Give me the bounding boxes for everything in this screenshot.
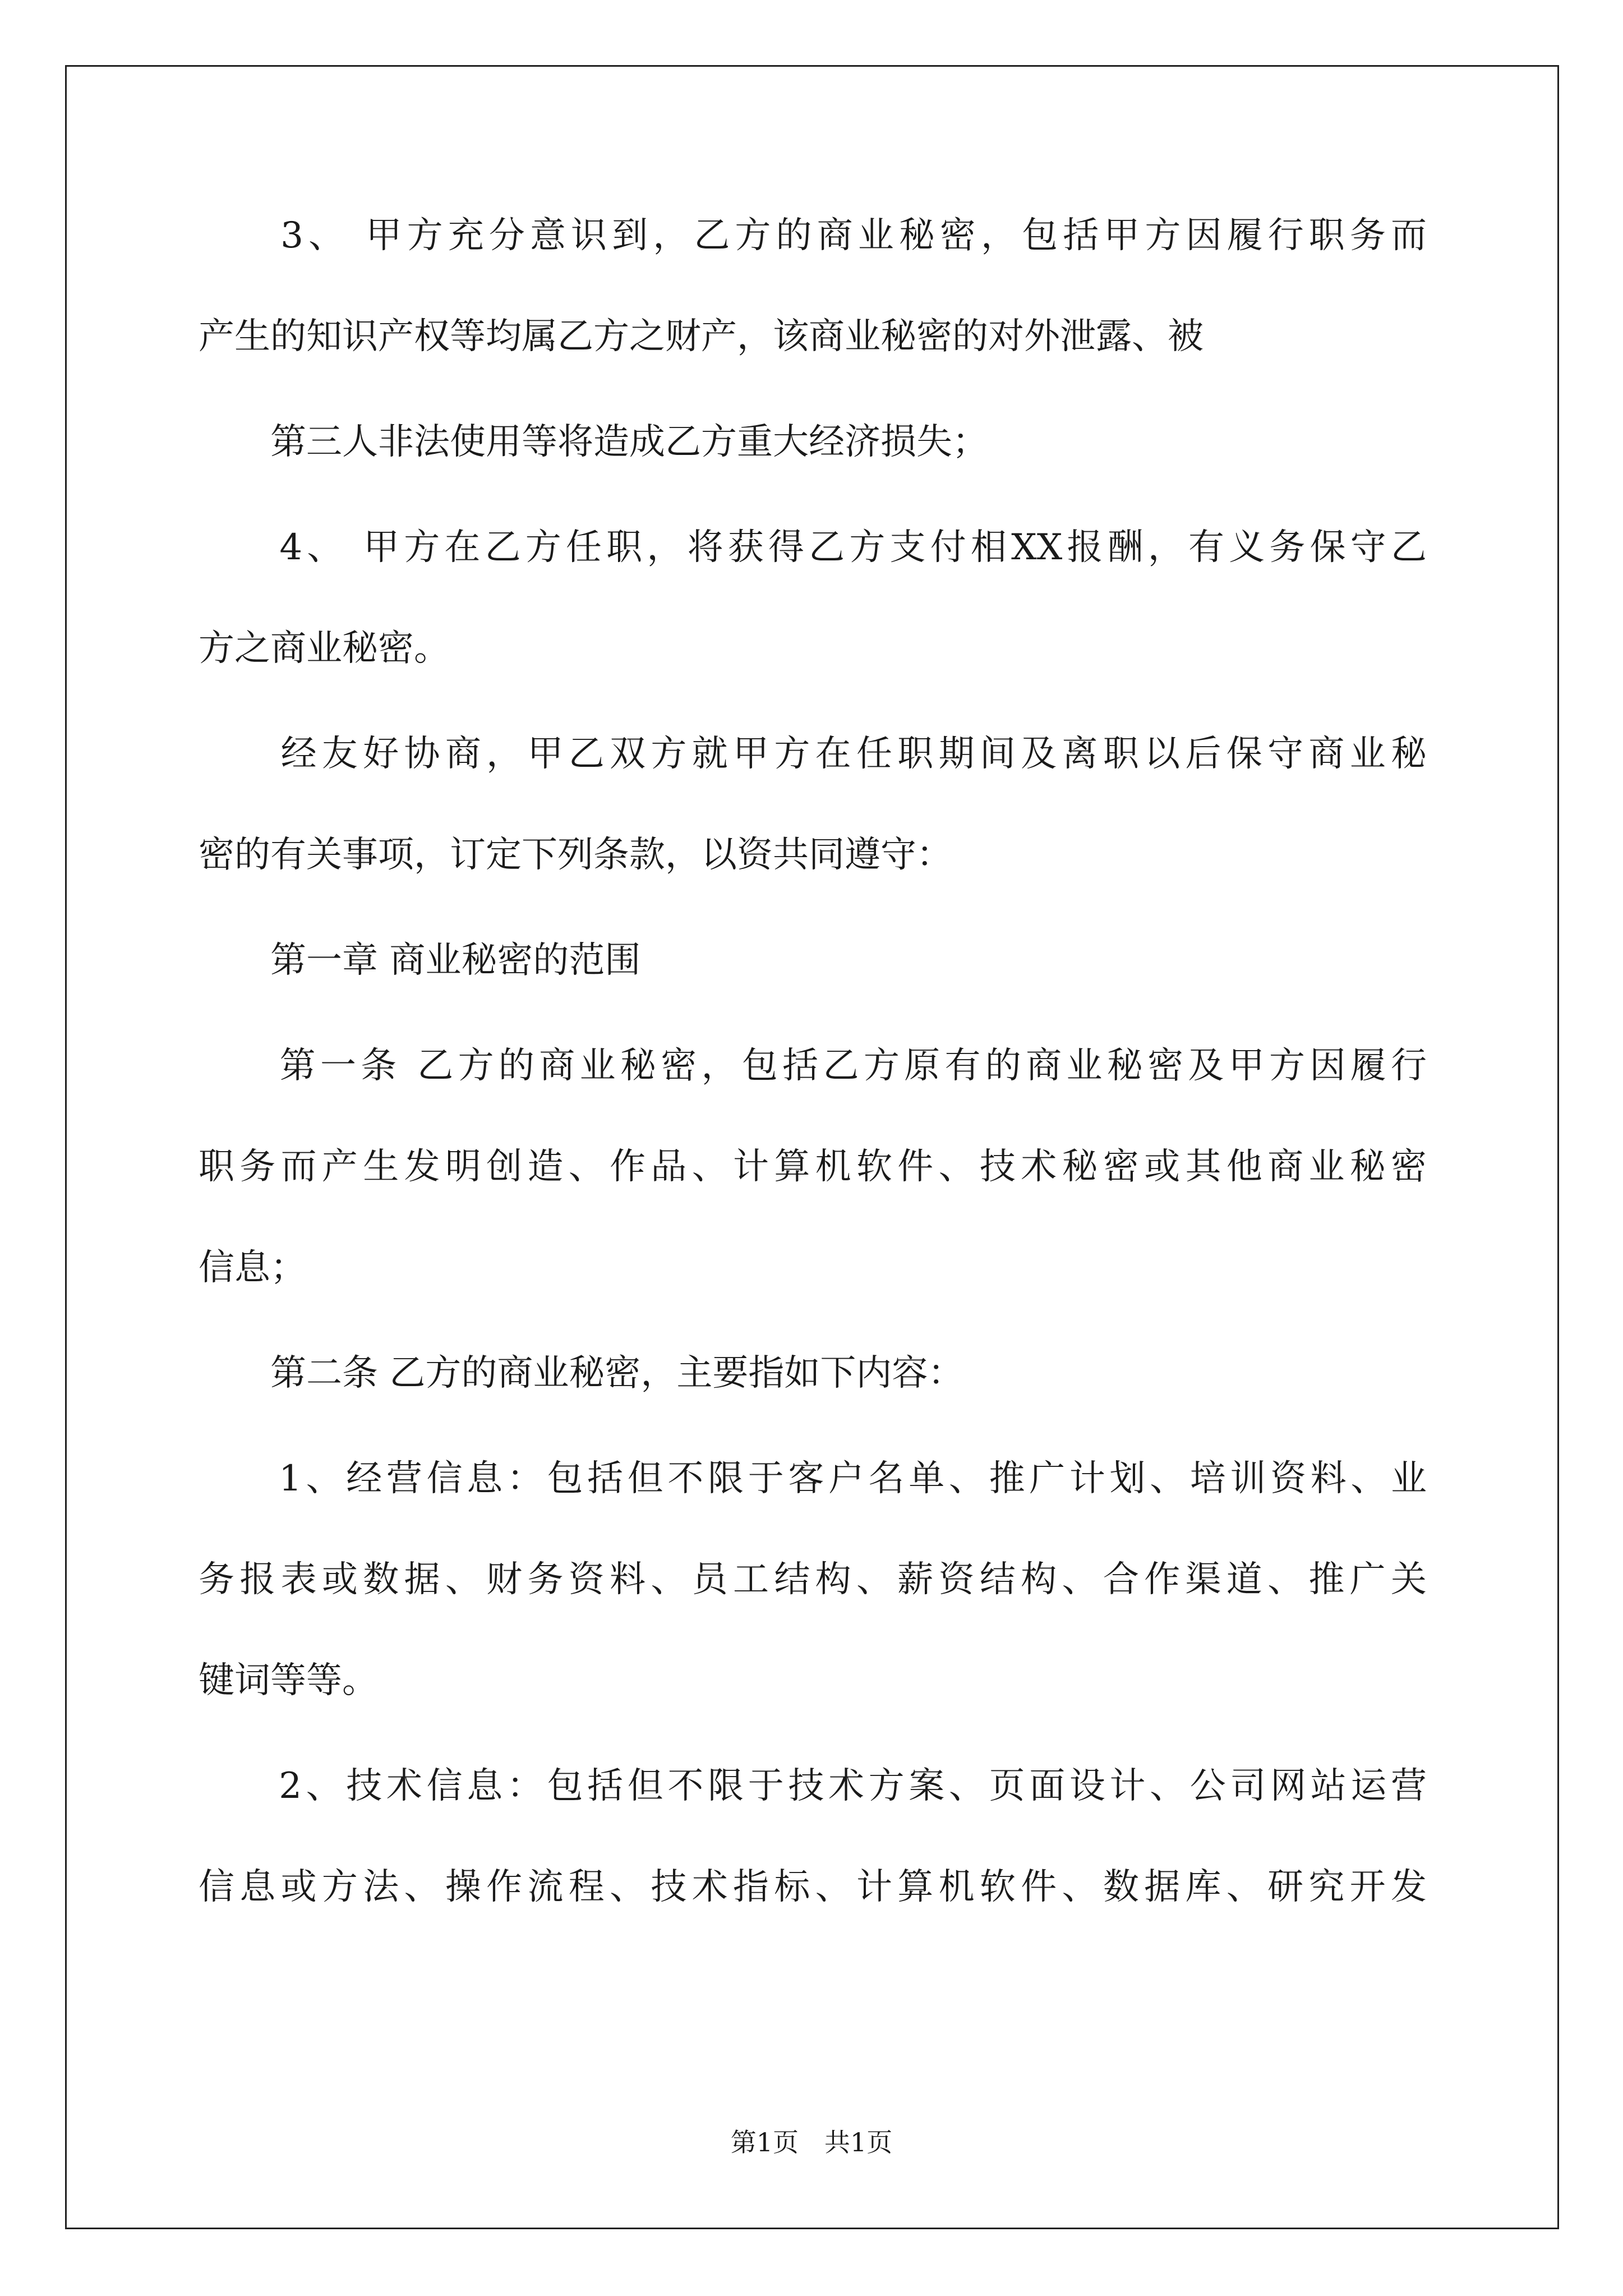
text-line: 2、技术信息：包括但不限于技术方案、页面设计、公司网站运营: [199, 1765, 1427, 1807]
page-total: 共1页: [824, 2127, 893, 2157]
text-line: 信息；: [199, 1247, 306, 1289]
page-footer: [0, 2128, 1623, 2157]
text-line: 务报表或数据、财务资料、员工结构、薪资结构、合作渠道、推广关: [199, 1559, 1427, 1600]
text-line: 经友好协商，甲乙双方就甲方在任职期间及离职以后保守商业秘: [199, 733, 1427, 775]
page-number: 第1页: [730, 2127, 799, 2157]
text-line: 产生的知识产权等均属乙方之财产，该商业秘密的对外泄露、被: [199, 316, 1204, 357]
section-heading: 第一章 商业秘密的范围: [199, 940, 641, 981]
text-line: 键词等等。: [199, 1660, 378, 1701]
document-body: [199, 215, 1427, 1908]
text-line: 密的有关事项，订定下列条款，以资共同遵守：: [199, 834, 952, 876]
text-line: 4、 甲方在乙方任职，将获得乙方支付相XX报酬，有义务保守乙: [199, 527, 1427, 568]
text-line: 方之商业秘密。: [199, 628, 450, 669]
text-line: 第二条 乙方的商业秘密，主要指如下内容：: [199, 1352, 964, 1394]
text-line: 第一条 乙方的商业秘密，包括乙方原有的商业秘密及甲方因履行: [199, 1045, 1427, 1087]
text-line: 3、 甲方充分意识到，乙方的商业秘密，包括甲方因履行职务而: [199, 215, 1427, 256]
text-line: 第三人非法使用等将造成乙方重大经济损失；: [199, 421, 988, 463]
text-line: 职务而产生发明创造、作品、计算机软件、技术秘密或其他商业秘密: [199, 1146, 1427, 1188]
text-line: 1、经营信息：包括但不限于客户名单、推广计划、培训资料、业: [199, 1458, 1427, 1499]
text-line: 信息或方法、操作流程、技术指标、计算机软件、数据库、研究开发: [199, 1866, 1427, 1908]
